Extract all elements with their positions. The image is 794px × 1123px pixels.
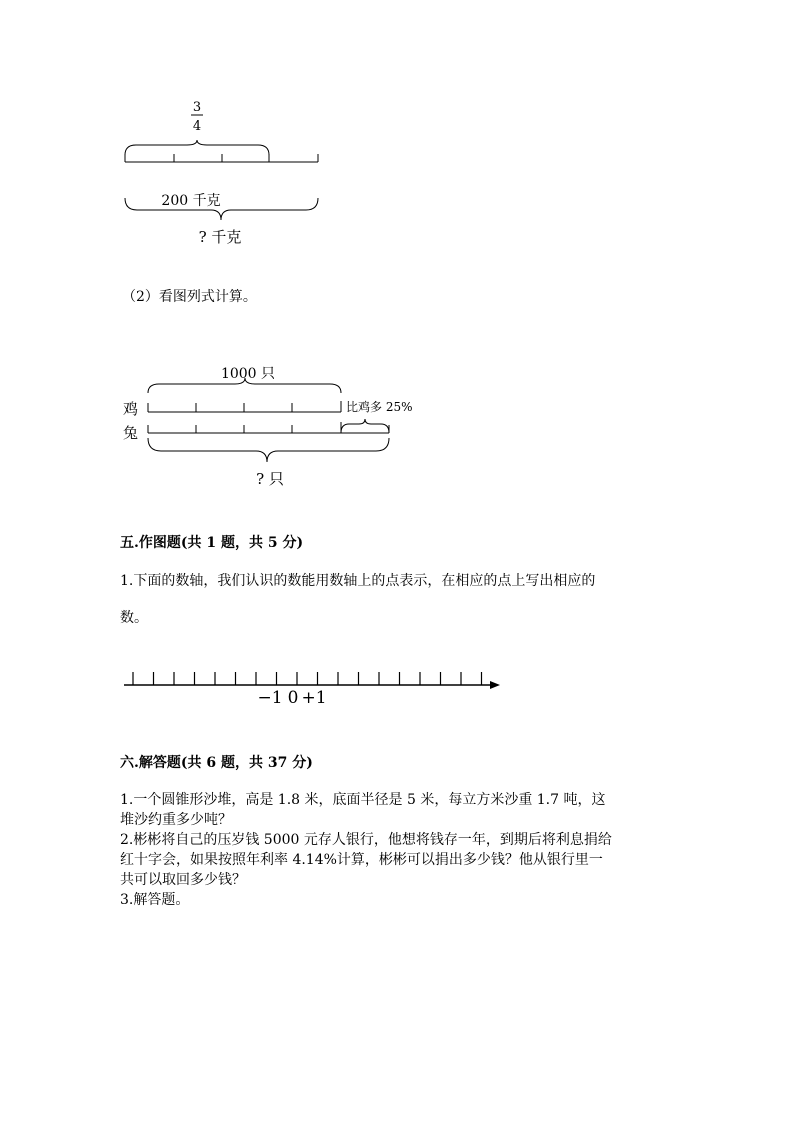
section5-q1-line1: 1.下面的数轴，我们认识的数能用数轴上的点表示，在相应的点上写出相应的 xyxy=(120,573,596,589)
number-line-arrow xyxy=(490,681,500,689)
fraction-denominator: 4 xyxy=(192,119,202,134)
known-weight-label: 200 千克 xyxy=(161,193,221,209)
fraction-numerator: 3 xyxy=(192,100,202,115)
number-line-ticks xyxy=(133,672,482,685)
section6-title: 六.解答题(共 6 题，共 37 分) xyxy=(120,755,313,771)
extra-part-brace xyxy=(341,419,389,433)
row-label-chicken: 鸡 xyxy=(123,400,139,418)
chicken-rabbit-diagram xyxy=(0,0,794,500)
more-percent-label: 比鸡多 25% xyxy=(346,400,413,414)
section6-q1-line2: 堆沙约重多少吨？ xyxy=(120,812,232,828)
chicken-total-label: 1000 只 xyxy=(220,366,276,382)
unknown-weight-label: ? 千克 xyxy=(198,228,242,246)
rabbit-unknown-label: ? 只 xyxy=(256,470,284,488)
row-label-rabbit: 兔 xyxy=(123,424,139,442)
label-plus-one: +1 xyxy=(301,688,327,708)
rabbit-bottom-brace xyxy=(148,438,389,462)
section6-q2-line2: 红十字会，如果按照年利率 4.14%计算，彬彬可以捐出多少钱？他从银行里一 xyxy=(120,852,603,868)
section5-title: 五.作图题(共 1 题，共 5 分) xyxy=(120,535,304,551)
chicken-ticks xyxy=(148,401,341,412)
section6-q2-line1: 2.彬彬将自己的压岁钱 5000 元存人银行，他想将钱存一年，到期后将利息捐给 xyxy=(120,832,612,848)
number-line xyxy=(0,660,794,710)
section5-q1-line2: 数。 xyxy=(120,610,148,626)
section6-q1-line1: 1.一个圆锥形沙堆，高是 1.8 米，底面半径是 5 米，每立方米沙重 1.7 吨，这 xyxy=(120,792,606,808)
label-minus-one: −1 xyxy=(257,688,283,708)
section6-q2-line3: 共可以取回多少钱？ xyxy=(120,872,246,888)
section6-q3: 3.解答题。 xyxy=(120,892,190,908)
chicken-top-brace xyxy=(148,378,341,393)
part2-prompt: （2）看图列式计算。 xyxy=(122,289,257,305)
section6-questions xyxy=(120,790,680,910)
label-zero: 0 xyxy=(287,688,299,708)
